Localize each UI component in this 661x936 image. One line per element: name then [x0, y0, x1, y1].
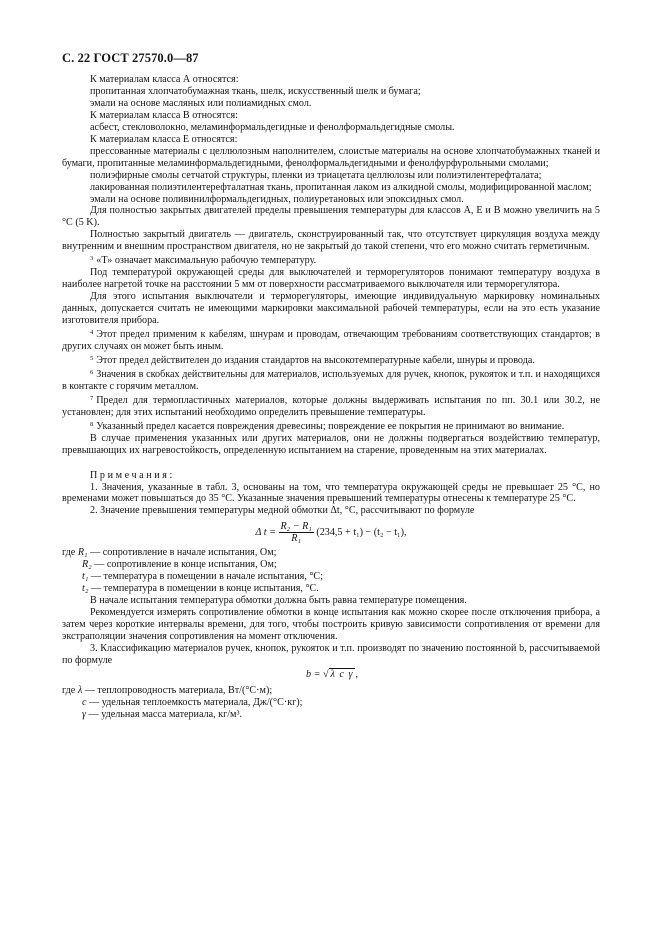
formula2-radicand: λ c γ [330, 668, 354, 680]
footnote [62, 419, 600, 433]
footnote-text: Этот предел применим к кабелям, шнурам и проводам, отвечающим требованиям соответствующих стандартов; в других случаях он может быть иным. [62, 329, 600, 352]
page-number: С. 22 [62, 51, 91, 65]
footnote-number: 5 [90, 354, 94, 362]
footnote [62, 393, 600, 419]
footnote [62, 353, 600, 367]
footnote-text: Предел для термопластичных материалов, которые должны выдерживать испытания по пп. 30.1 или 30.2, не установлен; для этих испытаний необходимо определить превышение температуры. [62, 394, 600, 418]
formula2-root: √ [322, 668, 329, 680]
legend-symbol: c [82, 696, 87, 708]
formula2-lhs: b = [306, 668, 321, 680]
note-1: 1. Значения, указанные в табл. 3, основаны на том, что температура окружающей среды не превышает 25 °С, но временами может повышаться до 35 °С. Указанные значения превышений температуры отнесены к температуре 25 °С. [62, 481, 600, 505]
footnote-number: 7 [90, 394, 94, 402]
legend-lead: где [62, 684, 78, 696]
winding-temperature-formula [62, 521, 600, 544]
formula-lhs: Δ t = [255, 527, 276, 539]
ambient-temperature-paragraph: Под температурой окружающей среды для выключателей и терморегуляторов понимают температуру воздуха в наиболее нагретой точке на расстоянии 5 мм от поверхности рассматриваемого выключателя или терморегулятора. [62, 267, 600, 291]
notes-title: Примечания: [90, 469, 175, 481]
closed-motor-paragraph: Для полностью закрытых двигателей пределы превышения температуры для классов А, Е и В можно увеличить на 5 °С (5 K). [62, 205, 600, 229]
legend-symbol: λ [77, 684, 83, 696]
note-3: 3. Классификацию материалов ручек, кнопок, рукояток и т.п. производят по значению постоянной b, рассчитываемой по формуле [62, 642, 600, 666]
page-header [62, 51, 199, 66]
footnote [62, 327, 600, 353]
legend-text: — сопротивление в конце испытания, Ом; [94, 559, 277, 571]
legend-row [62, 571, 600, 583]
class-b-title: К материалам класса В относятся: [90, 109, 238, 121]
footnote-text: Этот предел действителен до издания стандартов на высокотемпературные кабели, шнуры и провода. [96, 354, 535, 366]
footnote-text: Указанный предел касается повреждения древесины; повреждение ее покрытия не принимают во внимание. [96, 420, 565, 432]
standard-code: ГОСТ 27570.0—87 [93, 51, 199, 65]
class-e-item-1: прессованные материалы с целлюлозным наполнителем, слоистые материалы на основе хлопчатобумажных тканей и бумаги, пропитанные меламинформальдегидными, фенолформальдегидными и фенолфурфурольными смолами; [62, 145, 600, 169]
footnote [62, 253, 600, 267]
footnote-number: 3 [90, 255, 94, 263]
formula-denominator: R₁ [291, 533, 302, 545]
formula-rhs: (234,5 + t₁) − (t₂ − t₁), [316, 527, 407, 539]
footnote-number: 8 [90, 420, 94, 428]
other-materials-paragraph: В случае применения указанных или других материалов, они не должны подвергаться воздействию температур, превышающих их нагревостойкость, определенную испытанием на старение, проведенным на этих материалах. [62, 432, 600, 456]
legend-lead: где [62, 547, 78, 559]
legend-row [62, 559, 600, 571]
legend-row [62, 547, 600, 559]
legend-text: — теплопроводность материала, Вт/(°С·м); [84, 684, 273, 696]
legend-row [62, 583, 600, 595]
legend-row [62, 709, 600, 721]
formula-legend [62, 547, 600, 595]
legend-row [62, 685, 600, 697]
note-2-tail: В начале испытания температура обмотки должна быть равна температуре помещения. [90, 595, 467, 607]
legend-symbol: t₁ [82, 571, 89, 583]
legend-symbol: t₂ [82, 583, 89, 595]
legend-symbol: R₂ [82, 559, 92, 571]
footnote [62, 367, 600, 393]
formula-fraction [279, 521, 314, 544]
marking-paragraph: Для этого испытания выключатели и терморегуляторы, имеющие индивидуальную маркировку номинальных данных, допускается считать не имеющими маркировки максимальной рабочей температуры, если на это есть указание изготовителя прибора. [62, 291, 600, 327]
footnote-text: Значения в скобках действительны для материалов, используемых для ручек, кнопок, рукояток и т.п. и находящихся в контакте с горячим металлом. [62, 368, 600, 392]
class-e-item-3: лакированная полиэтилентерефталатная ткань, пропитанная лаком из алкидной смолы, модифицированной маслом; [90, 181, 592, 193]
note-2: 2. Значение превышения температуры медной обмотки Δt, °С, рассчитывают по формуле [90, 505, 475, 517]
class-e-item-2: полиэфирные смолы сетчатой структуры, пленки из триацетата целлюлозы или полиэтилентерефталата; [90, 169, 542, 181]
class-a-title: К материалам класса А относятся: [90, 74, 239, 85]
footnote-number: 6 [90, 368, 94, 376]
spacer [62, 457, 600, 470]
formula2-legend [62, 685, 600, 721]
legend-text: — удельная теплоемкость материала, Дж/(°С·кг); [89, 696, 303, 708]
footnote-text: «Т» означает максимальную рабочую температуру. [96, 255, 317, 267]
constant-b-formula [62, 669, 600, 681]
class-a-item-1: пропитанная хлопчатобумажная ткань, шелк, искусственный шелк и бумага; [90, 85, 421, 97]
legend-text: — температура в помещении в начале испытания, °С; [90, 571, 324, 583]
note-2-recommendation: Рекомендуется измерять сопротивление обмотки в конце испытания как можно скорее после отключения прибора, а затем через короткие интервалы времени, для того, чтобы построить кривую зависимости сопротивления от времени для экстраполяции значения сопротивления на момент отключения. [62, 607, 600, 643]
legend-text: — температура в помещении в конце испытания, °С. [90, 583, 319, 595]
footnote-number: 4 [90, 329, 94, 337]
class-a-item-2: эмали на основе масляных или полиамидных смол. [90, 97, 312, 109]
legend-symbol: R₁ [77, 547, 88, 559]
formula-numerator: R₂ − R₁ [280, 521, 312, 533]
legend-text: — удельная масса материала, кг/м³. [88, 708, 243, 720]
document-body [62, 74, 600, 721]
legend-symbol: γ [82, 708, 86, 720]
closed-motor-definition: Полностью закрытый двигатель — двигатель, сконструированный так, что отсутствует циркуляция воздуха между внутренним и внешним пространством двигателя, но не закрытый до такой степени, что его можно считать герметичным. [62, 229, 600, 253]
legend-text: — сопротивление в начале испытания, Ом; [90, 547, 277, 559]
formula2-end: , [355, 668, 358, 680]
class-b-item-1: асбест, стекловолокно, меламинформальдегидные и фенолформальдегидные смолы. [90, 121, 455, 133]
legend-row [62, 697, 600, 709]
class-e-title: К материалам класса Е относятся: [90, 133, 238, 145]
class-e-item-4: эмали на основе поливинилформальдегидных, полиуретановых или эпоксидных смол. [90, 193, 464, 205]
